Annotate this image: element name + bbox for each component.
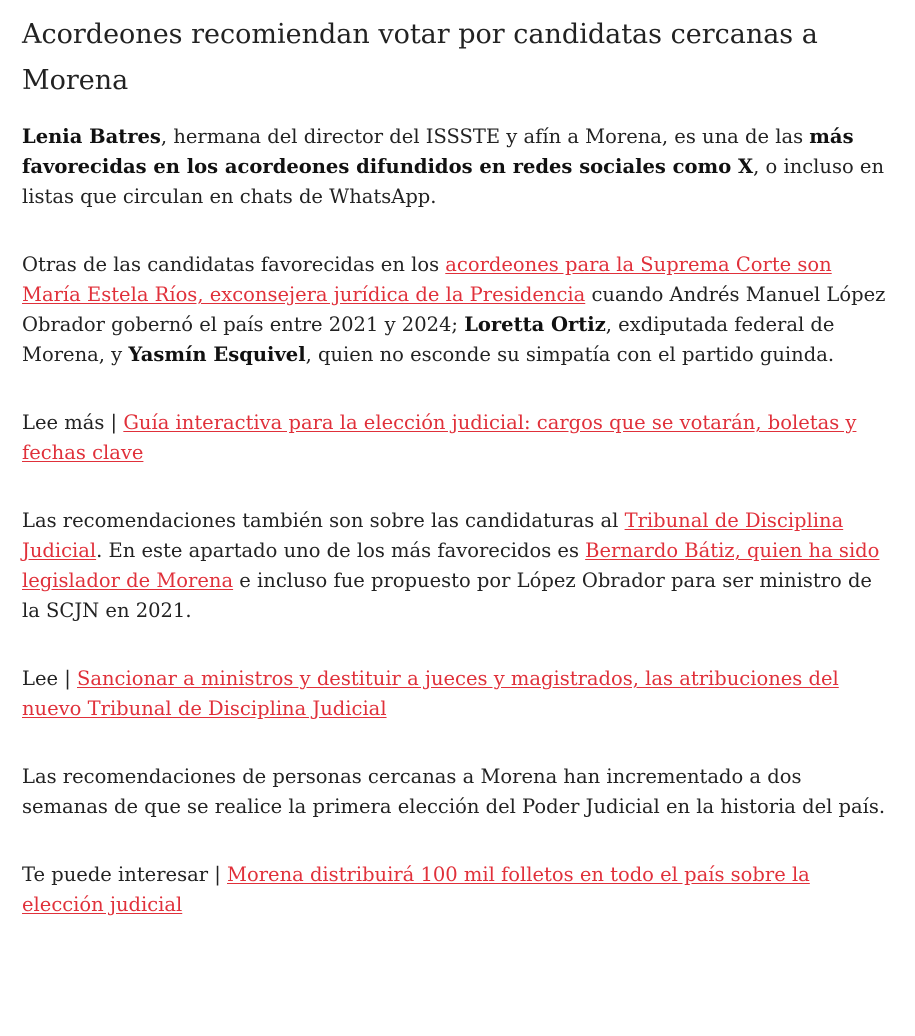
link-morena-folletos[interactable]: Morena distribuirá 100 mil folletos en todo el país sobre la elección judicial [22, 863, 810, 916]
paragraph-text: , exdiputada federal de Morena, y [22, 313, 835, 366]
paragraph-lenia-batres [22, 122, 893, 212]
article-body [0, 12, 915, 920]
paragraph-text: e incluso fue propuesto por López Obrador para ser ministro de la SCJN en 2021. [22, 569, 872, 622]
paragraph-text: , quien no esconde su simpatía con el partido guinda. [305, 343, 835, 366]
related-read-more [22, 408, 893, 468]
related-prefix: Lee más | [22, 411, 124, 434]
bold-name-lenia-batres: Lenia Batres [22, 125, 161, 148]
related-prefix: Lee | [22, 667, 77, 690]
paragraph-text: cuando Andrés Manuel López Obrador gobernó el país entre 2021 y 2024; [22, 283, 886, 336]
bold-name-loretta-ortiz: Loretta Ortiz [464, 313, 606, 336]
related-prefix: Te puede interesar | [22, 863, 227, 886]
bold-highlight: más favorecidas en los acordeones difundidos en redes sociales como X [22, 125, 854, 178]
link-bernardo-batiz[interactable]: Bernardo Bátiz, quien ha sido legislador de Morena [22, 539, 880, 592]
link-acordeones-suprema-corte[interactable]: acordeones para la Suprema Corte son María Estela Ríos, exconsejera jurídica de la Presidencia [22, 253, 832, 306]
related-read [22, 664, 893, 724]
paragraph-text: , o incluso en listas que circulan en chats de WhatsApp. [22, 155, 885, 208]
related-may-interest [22, 860, 893, 920]
bold-name-yasmin-esquivel: Yasmín Esquivel [128, 343, 306, 366]
paragraph-text: . En este apartado uno de los más favorecidos es [96, 539, 586, 562]
paragraph-text: Otras de las candidatas favorecidas en los [22, 253, 446, 276]
section-headline: Acordeones recomiendan votar por candidatas cercanas a Morena [22, 19, 818, 96]
paragraph-tribunal [22, 506, 893, 626]
link-tribunal-disciplina[interactable]: Tribunal de Disciplina Judicial [22, 509, 844, 562]
link-sancionar-ministros[interactable]: Sancionar a ministros y destituir a jueces y magistrados, las atribuciones del nuevo Tribunal de Disciplina Judicial [22, 667, 839, 720]
paragraph-text: Las recomendaciones también son sobre las candidaturas al [22, 509, 625, 532]
paragraph-recommendations: Las recomendaciones de personas cercanas a Morena han incrementado a dos semanas de que se realice la primera elección del Poder Judicial en la historia del país. [22, 765, 886, 818]
link-guia-interactiva[interactable]: Guía interactiva para la elección judicial: cargos que se votarán, boletas y fechas clave [22, 411, 857, 464]
paragraph-other-candidates [22, 250, 893, 370]
paragraph-text: , hermana del director del ISSSTE y afín a Morena, es una de las [160, 125, 810, 148]
